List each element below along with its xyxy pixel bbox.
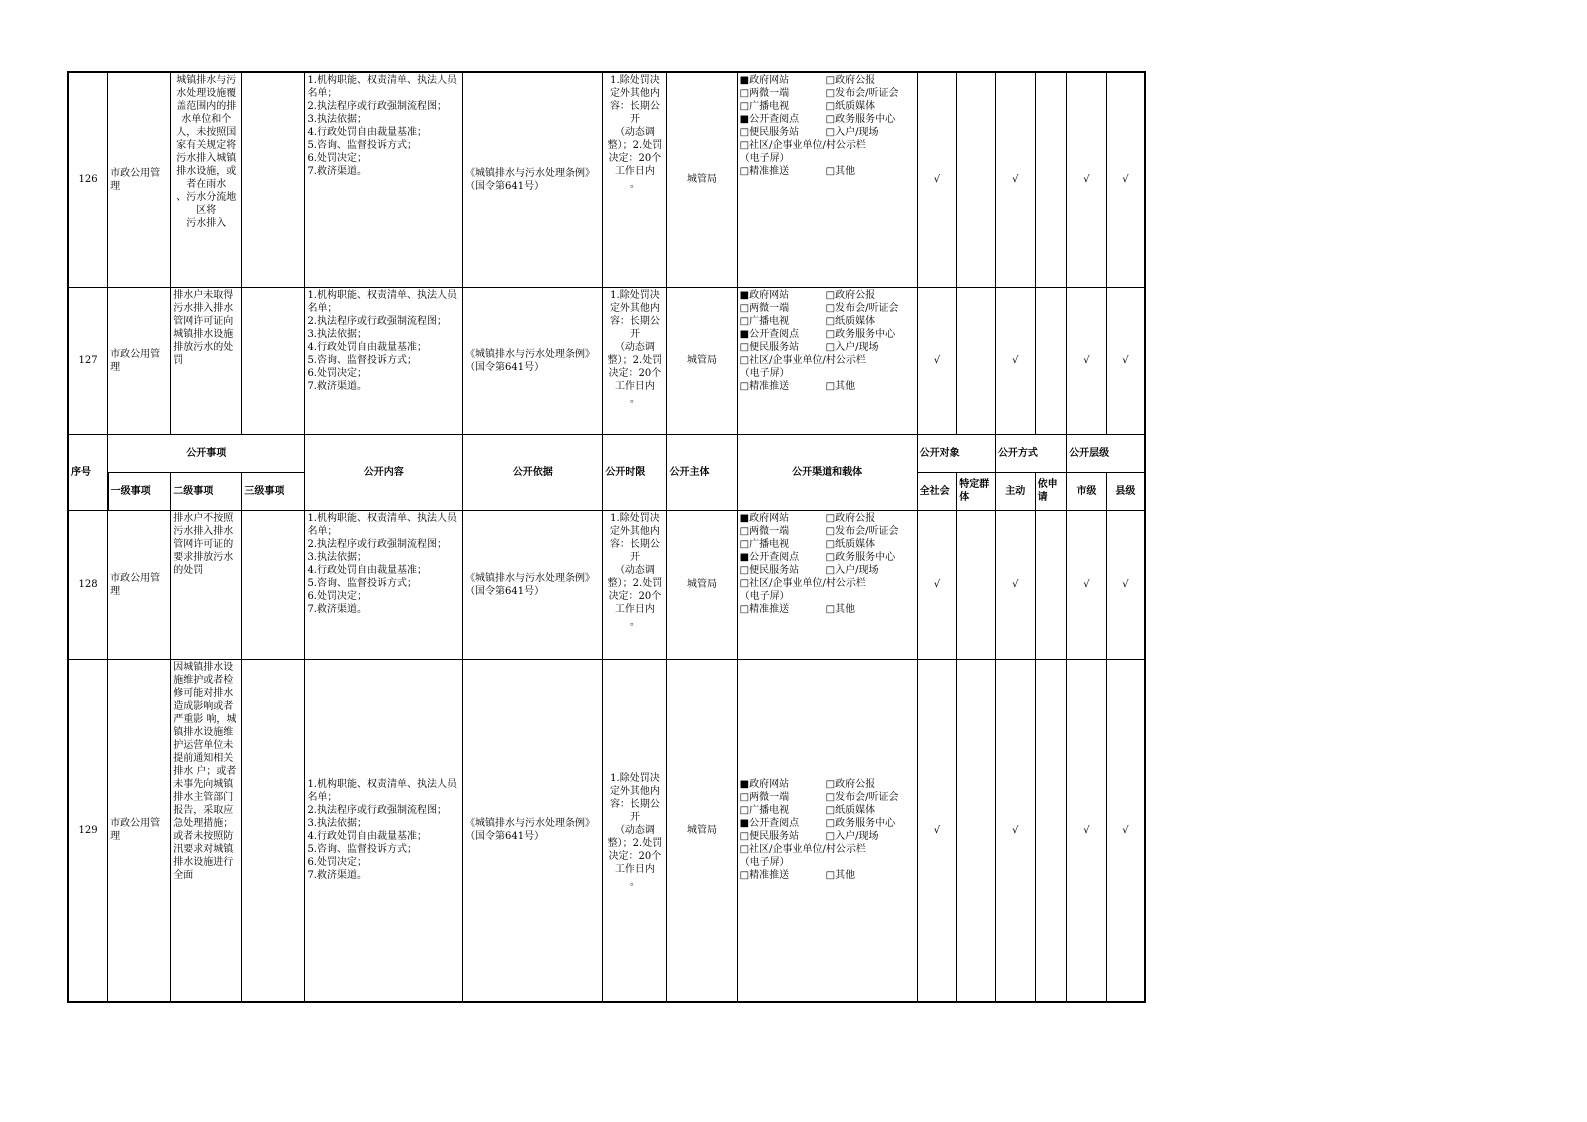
level3-cell [242, 510, 305, 659]
content-cell: 1.机构职能、权责清单、执法人员名单； 2.执法程序或行政强制流程图； 3.执法依据； 4.行政处罚自由裁量基准； 5.咨询、监督投诉方式； 6.处罚决定； 7.救济渠道。 [305, 659, 463, 1002]
subject-cell: 城管局 [667, 659, 737, 1002]
level-county-check: √ [1106, 659, 1145, 1002]
channel-service-center: □政务服务中心 [825, 328, 896, 340]
header-seq: 序号 [68, 434, 108, 510]
channel-two-wei: □两微一端 [739, 88, 790, 99]
level-county-check: √ [1106, 510, 1145, 659]
subject-cell: 城管局 [667, 510, 737, 659]
subject-cell: 城管局 [667, 72, 737, 287]
channel-other: □其他 [825, 870, 856, 882]
target-specific-check [957, 72, 996, 287]
seq-cell: 128 [68, 510, 108, 659]
header-method-apply: 依申请 [1035, 472, 1067, 510]
target-specific-check [957, 510, 996, 659]
channel-screen: （电子屏） [739, 590, 790, 602]
level-city-check: √ [1067, 510, 1107, 659]
channel-paper: □纸质媒体 [825, 538, 876, 550]
header-level3: 三级事项 [242, 472, 305, 510]
content-cell: 1.机构职能、权责清单、执法人员名单； 2.执法程序或行政强制流程图； 3.执法依据； 4.行政处罚自由裁量基准； 5.咨询、监督投诉方式； 6.处罚决定； 7.救济渠道。 [305, 287, 463, 434]
header-level2: 二级事项 [171, 472, 242, 510]
time-limit-cell: 1.除处罚决定外其他内容：长期公开 （动态调整）；2.处罚决定：20个工作日内 。 [603, 72, 667, 287]
channel-two-wei: □两微一端 [739, 302, 790, 314]
header-method: 公开方式 [995, 434, 1066, 472]
channel-screen: （电子屏） [739, 857, 790, 869]
level3-cell [242, 72, 305, 287]
time-limit-cell: 1.除处罚决定外其他内容：长期公开 （动态调整）；2.处罚决定：20个工作日内 。 [603, 287, 667, 434]
level-city-check: √ [1067, 659, 1107, 1002]
method-apply-check [1035, 287, 1067, 434]
header-subject: 公开主体 [667, 434, 737, 510]
table-row [68, 72, 1145, 287]
content-cell: 1.机构职能、权责清单、执法人员名单； 2.执法程序或行政强制流程图； 3.执法依据； 4.行政处罚自由裁量基准； 5.咨询、监督投诉方式； 6.处罚决定； 7.救济渠道。 [305, 510, 463, 659]
target-specific-check [957, 287, 996, 434]
target-all-check: √ [917, 659, 957, 1002]
channel-precise: □精准推送 [739, 380, 790, 392]
subject-cell: 城管局 [667, 287, 737, 434]
channel-screen: （电子屏） [739, 153, 790, 164]
channel-broadcast: □广播电视 [739, 315, 790, 327]
channel-broadcast: □广播电视 [739, 538, 790, 550]
channel-community: □社区/企事业单位/村公示栏 [739, 354, 866, 366]
header-method-active: 主动 [995, 472, 1035, 510]
level3-cell [242, 287, 305, 434]
channel-broadcast: □广播电视 [739, 805, 790, 817]
table-row [68, 510, 1145, 659]
method-apply-check [1035, 72, 1067, 287]
channel-broadcast: □广播电视 [739, 101, 790, 112]
method-active-check: √ [995, 287, 1035, 434]
level-county-check: √ [1106, 287, 1145, 434]
header-basis: 公开依据 [463, 434, 603, 510]
time-limit-cell: 1.除处罚决定外其他内容：长期公开 （动态调整）；2.处罚决定：20个工作日内 。 [603, 510, 667, 659]
channel-community: □社区/企事业单位/村公示栏 [739, 140, 866, 151]
channel-gov-gazette: □政府公报 [825, 75, 876, 86]
channel-gov-gazette: □政府公报 [825, 779, 876, 791]
header-row [68, 434, 1145, 472]
channel-other: □其他 [825, 380, 856, 392]
basis-cell: 《城镇排水与污水处理条例》（国令第641号） [463, 72, 603, 287]
level-city-check: √ [1067, 72, 1107, 287]
channel-two-wei: □两微一端 [739, 525, 790, 537]
level-county-check: √ [1106, 72, 1145, 287]
level2-cell: 因城镇排水设施维护或者检修可能对排水造成影响或者严重影 响，城镇排水设施维护运营单位未提前通知相关排水 户；或者未事先向城镇排水主管部门报告，采取应急处理措施；或者未按照防汛要求对城镇排水设施进行全面 [171, 659, 242, 1002]
basis-cell: 《城镇排水与污水处理条例》（国令第641号） [463, 287, 603, 434]
table-row [68, 287, 1145, 434]
level1-cell: 市政公用管理 [108, 659, 171, 1002]
channel-convenience: □便民服务站 [739, 127, 800, 138]
header-content: 公开内容 [305, 434, 463, 510]
channel-door: □入户/现场 [825, 564, 879, 576]
channel-service-center: □政务服务中心 [825, 551, 896, 563]
channels-cell [737, 659, 917, 1002]
channel-press: □发布会/听证会 [825, 525, 899, 537]
level3-cell [242, 659, 305, 1002]
channel-precise: □精准推送 [739, 166, 790, 177]
level2-cell: 排水户不按照污水排入排水管网许可证的要求排放污水的处罚 [171, 510, 242, 659]
channel-gov-gazette: □政府公报 [825, 512, 876, 524]
channels-cell [737, 510, 917, 659]
channel-service-center: □政务服务中心 [825, 114, 896, 125]
header-items: 公开事项 [108, 434, 305, 472]
channel-convenience: □便民服务站 [739, 831, 800, 843]
channel-paper: □纸质媒体 [825, 805, 876, 817]
channel-gov-site: ■政府网站 [739, 512, 790, 524]
header-target-specific: 特定群体 [957, 472, 996, 510]
channel-reading: ■公开查阅点 [739, 328, 800, 340]
target-specific-check [957, 659, 996, 1002]
method-active-check: √ [995, 510, 1035, 659]
channel-paper: □纸质媒体 [825, 315, 876, 327]
channel-community: □社区/企事业单位/村公示栏 [739, 577, 866, 589]
header-level-county: 县级 [1106, 472, 1145, 510]
channel-screen: （电子屏） [739, 367, 790, 379]
seq-cell: 127 [68, 287, 108, 434]
header-target: 公开对象 [917, 434, 995, 472]
channel-gov-site: ■政府网站 [739, 289, 790, 301]
channel-service-center: □政务服务中心 [825, 818, 896, 830]
channel-paper: □纸质媒体 [825, 101, 876, 112]
seq-cell: 126 [68, 72, 108, 287]
level-city-check: √ [1067, 287, 1107, 434]
channel-door: □入户/现场 [825, 127, 879, 138]
header-channels: 公开渠道和载体 [737, 434, 917, 510]
time-limit-cell: 1.除处罚决定外其他内容：长期公开 （动态调整）；2.处罚决定：20个工作日内 。 [603, 659, 667, 1002]
seq-cell: 129 [68, 659, 108, 1002]
level2-cell: 排水户未取得污水排入排水管网许可证向城镇排水设施排放污水的处罚 [171, 287, 242, 434]
header-time-limit: 公开时限 [603, 434, 667, 510]
target-all-check: √ [917, 72, 957, 287]
method-apply-check [1035, 659, 1067, 1002]
channel-gov-site: ■政府网站 [739, 779, 790, 791]
channel-two-wei: □两微一端 [739, 792, 790, 804]
channel-door: □入户/现场 [825, 341, 879, 353]
channel-precise: □精准推送 [739, 870, 790, 882]
channel-community: □社区/企事业单位/村公示栏 [739, 844, 866, 856]
channel-convenience: □便民服务站 [739, 564, 800, 576]
level2-cell: 城镇排水与污 水处理设施覆 盖范围内的排 水单位和个 人，未按照国 家有关规定将 污水排入城镇 排水设施，或 者在雨水 、污水分流地 区将 污水排入 [171, 72, 242, 287]
channel-reading: ■公开查阅点 [739, 114, 800, 125]
channel-gov-site: ■政府网站 [739, 75, 790, 86]
channel-press: □发布会/听证会 [825, 302, 899, 314]
channel-precise: □精准推送 [739, 603, 790, 615]
method-apply-check [1035, 510, 1067, 659]
header-level: 公开层级 [1067, 434, 1145, 472]
channel-convenience: □便民服务站 [739, 341, 800, 353]
target-all-check: √ [917, 287, 957, 434]
target-all-check: √ [917, 510, 957, 659]
table-row [68, 659, 1145, 1002]
level1-cell: 市政公用管理 [108, 287, 171, 434]
basis-cell: 《城镇排水与污水处理条例》（国令第641号） [463, 659, 603, 1002]
header-level-city: 市级 [1067, 472, 1107, 510]
basis-cell: 《城镇排水与污水处理条例》（国令第641号） [463, 510, 603, 659]
method-active-check: √ [995, 659, 1035, 1002]
channel-reading: ■公开查阅点 [739, 818, 800, 830]
content-cell: 1.机构职能、权责清单、执法人员名单； 2.执法程序或行政强制流程图； 3.执法依据； 4.行政处罚自由裁量基准； 5.咨询、监督投诉方式； 6.处罚决定； 7.救济渠道。 [305, 72, 463, 287]
level1-cell: 市政公用管理 [108, 72, 171, 287]
channels-cell [737, 287, 917, 434]
channel-reading: ■公开查阅点 [739, 551, 800, 563]
header-target-all: 全社会 [917, 472, 957, 510]
channel-gov-gazette: □政府公报 [825, 289, 876, 301]
channel-door: □入户/现场 [825, 831, 879, 843]
header-level1: 一级事项 [108, 472, 171, 510]
channel-other: □其他 [825, 166, 856, 177]
level1-cell: 市政公用管理 [108, 510, 171, 659]
channel-other: □其他 [825, 603, 856, 615]
disclosure-table [67, 71, 1146, 1003]
channel-press: □发布会/听证会 [825, 792, 899, 804]
channels-cell [737, 72, 917, 287]
method-active-check: √ [995, 72, 1035, 287]
channel-press: □发布会/听证会 [825, 88, 899, 99]
